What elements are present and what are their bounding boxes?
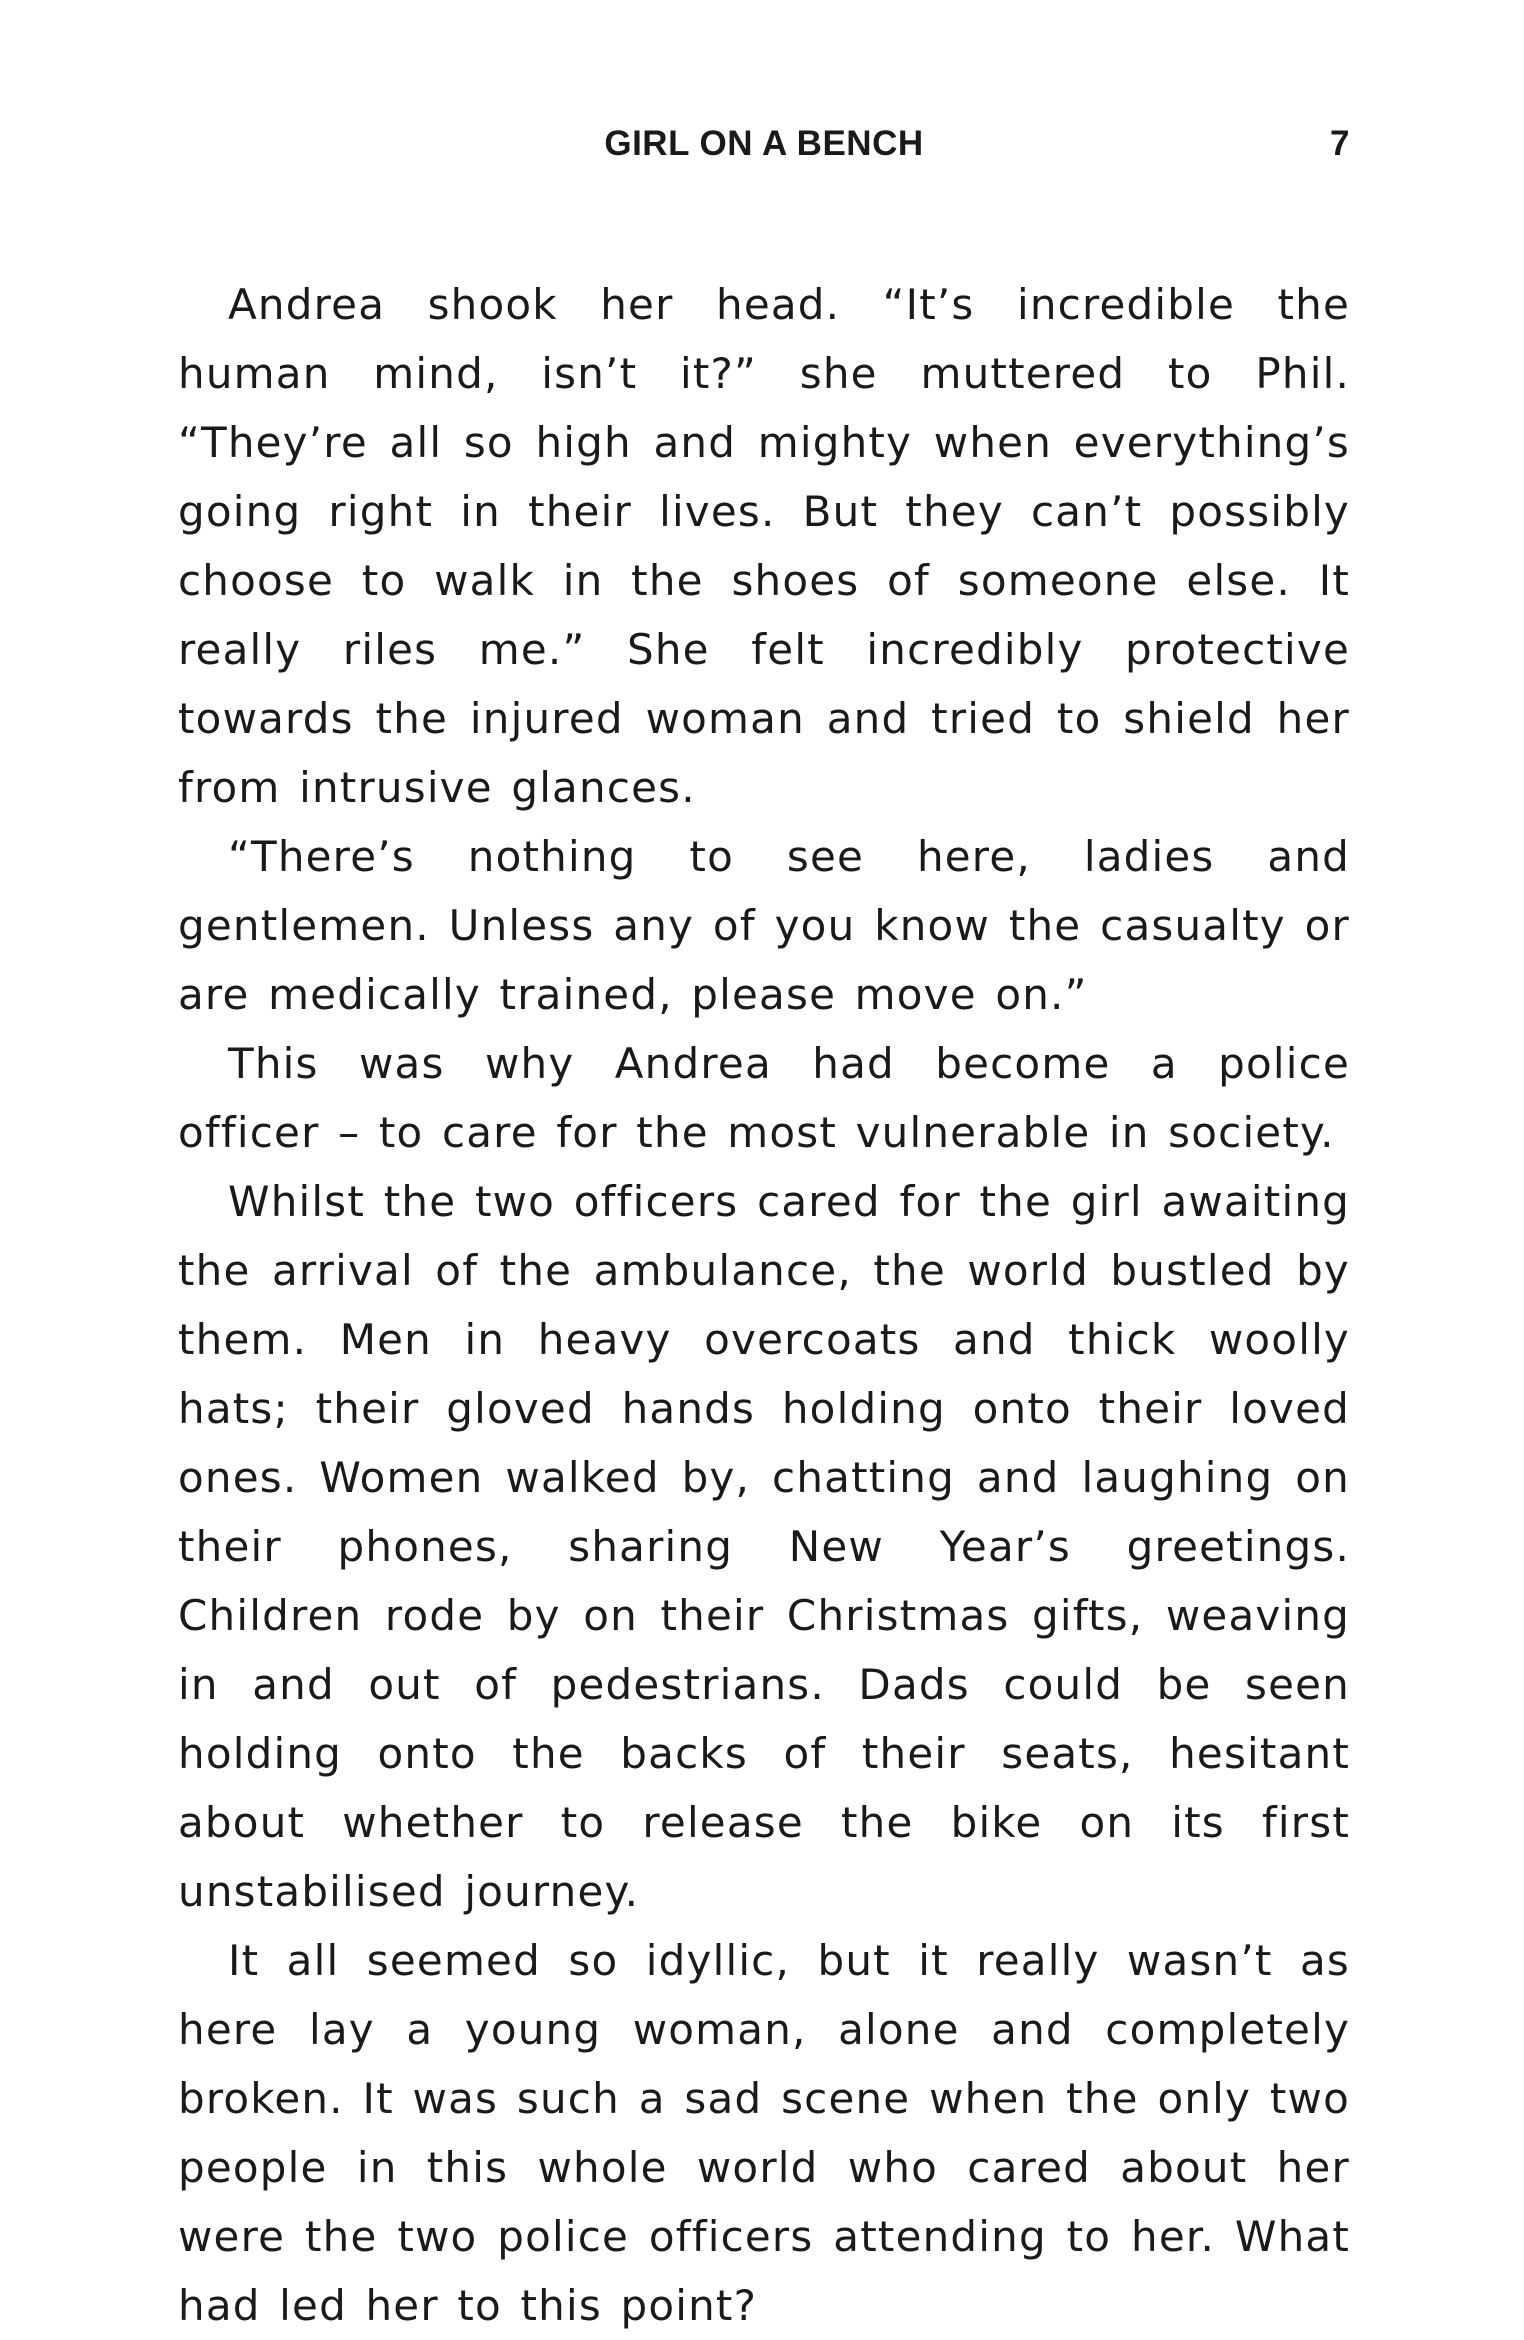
body-text <box>178 270 1350 2340</box>
running-title: GIRL ON A BENCH <box>604 124 924 163</box>
running-header <box>178 124 1350 174</box>
page-number: 7 <box>1330 124 1350 163</box>
paragraph: “There’s nothing to see here, ladies and gentlemen. Unless any of you know the casualty or are medically trained, please move on.” <box>178 832 1350 1019</box>
paragraph: This was why Andrea had become a police officer – to care for the most vulnerable in society. <box>178 1039 1350 1157</box>
paragraph: Whilst the two officers cared for the girl awaiting the arrival of the ambulance, the world bustled by them. Men in heavy overcoats and thick woolly hats; their gloved hands holding onto their loved ones. Women walked by, chatting and laughing on their phones, sharing New Year’s greetings. Children rode by on their Christmas gifts, weaving in and out of pedestrians. Dads could be seen holding onto the backs of their seats, hesitant about whether to release the bike on its first unstabilised journey. <box>178 1177 1350 1916</box>
paragraph: It all seemed so idyllic, but it really wasn’t as here lay a young woman, alone and completely broken. It was such a sad scene when the only two people in this whole world who cared about her were the two police officers attending to her. What had led her to this point? <box>178 1936 1350 2330</box>
paragraph: Andrea shook her head. “It’s incredible the human mind, isn’t it?” she muttered to Phil. “They’re all so high and mighty when everything’s going right in their lives. But they can’t possibly choose to walk in the shoes of someone else. It really riles me.” She felt incredibly protective towards the injured woman and tried to shield her from intrusive glances. <box>178 280 1350 812</box>
